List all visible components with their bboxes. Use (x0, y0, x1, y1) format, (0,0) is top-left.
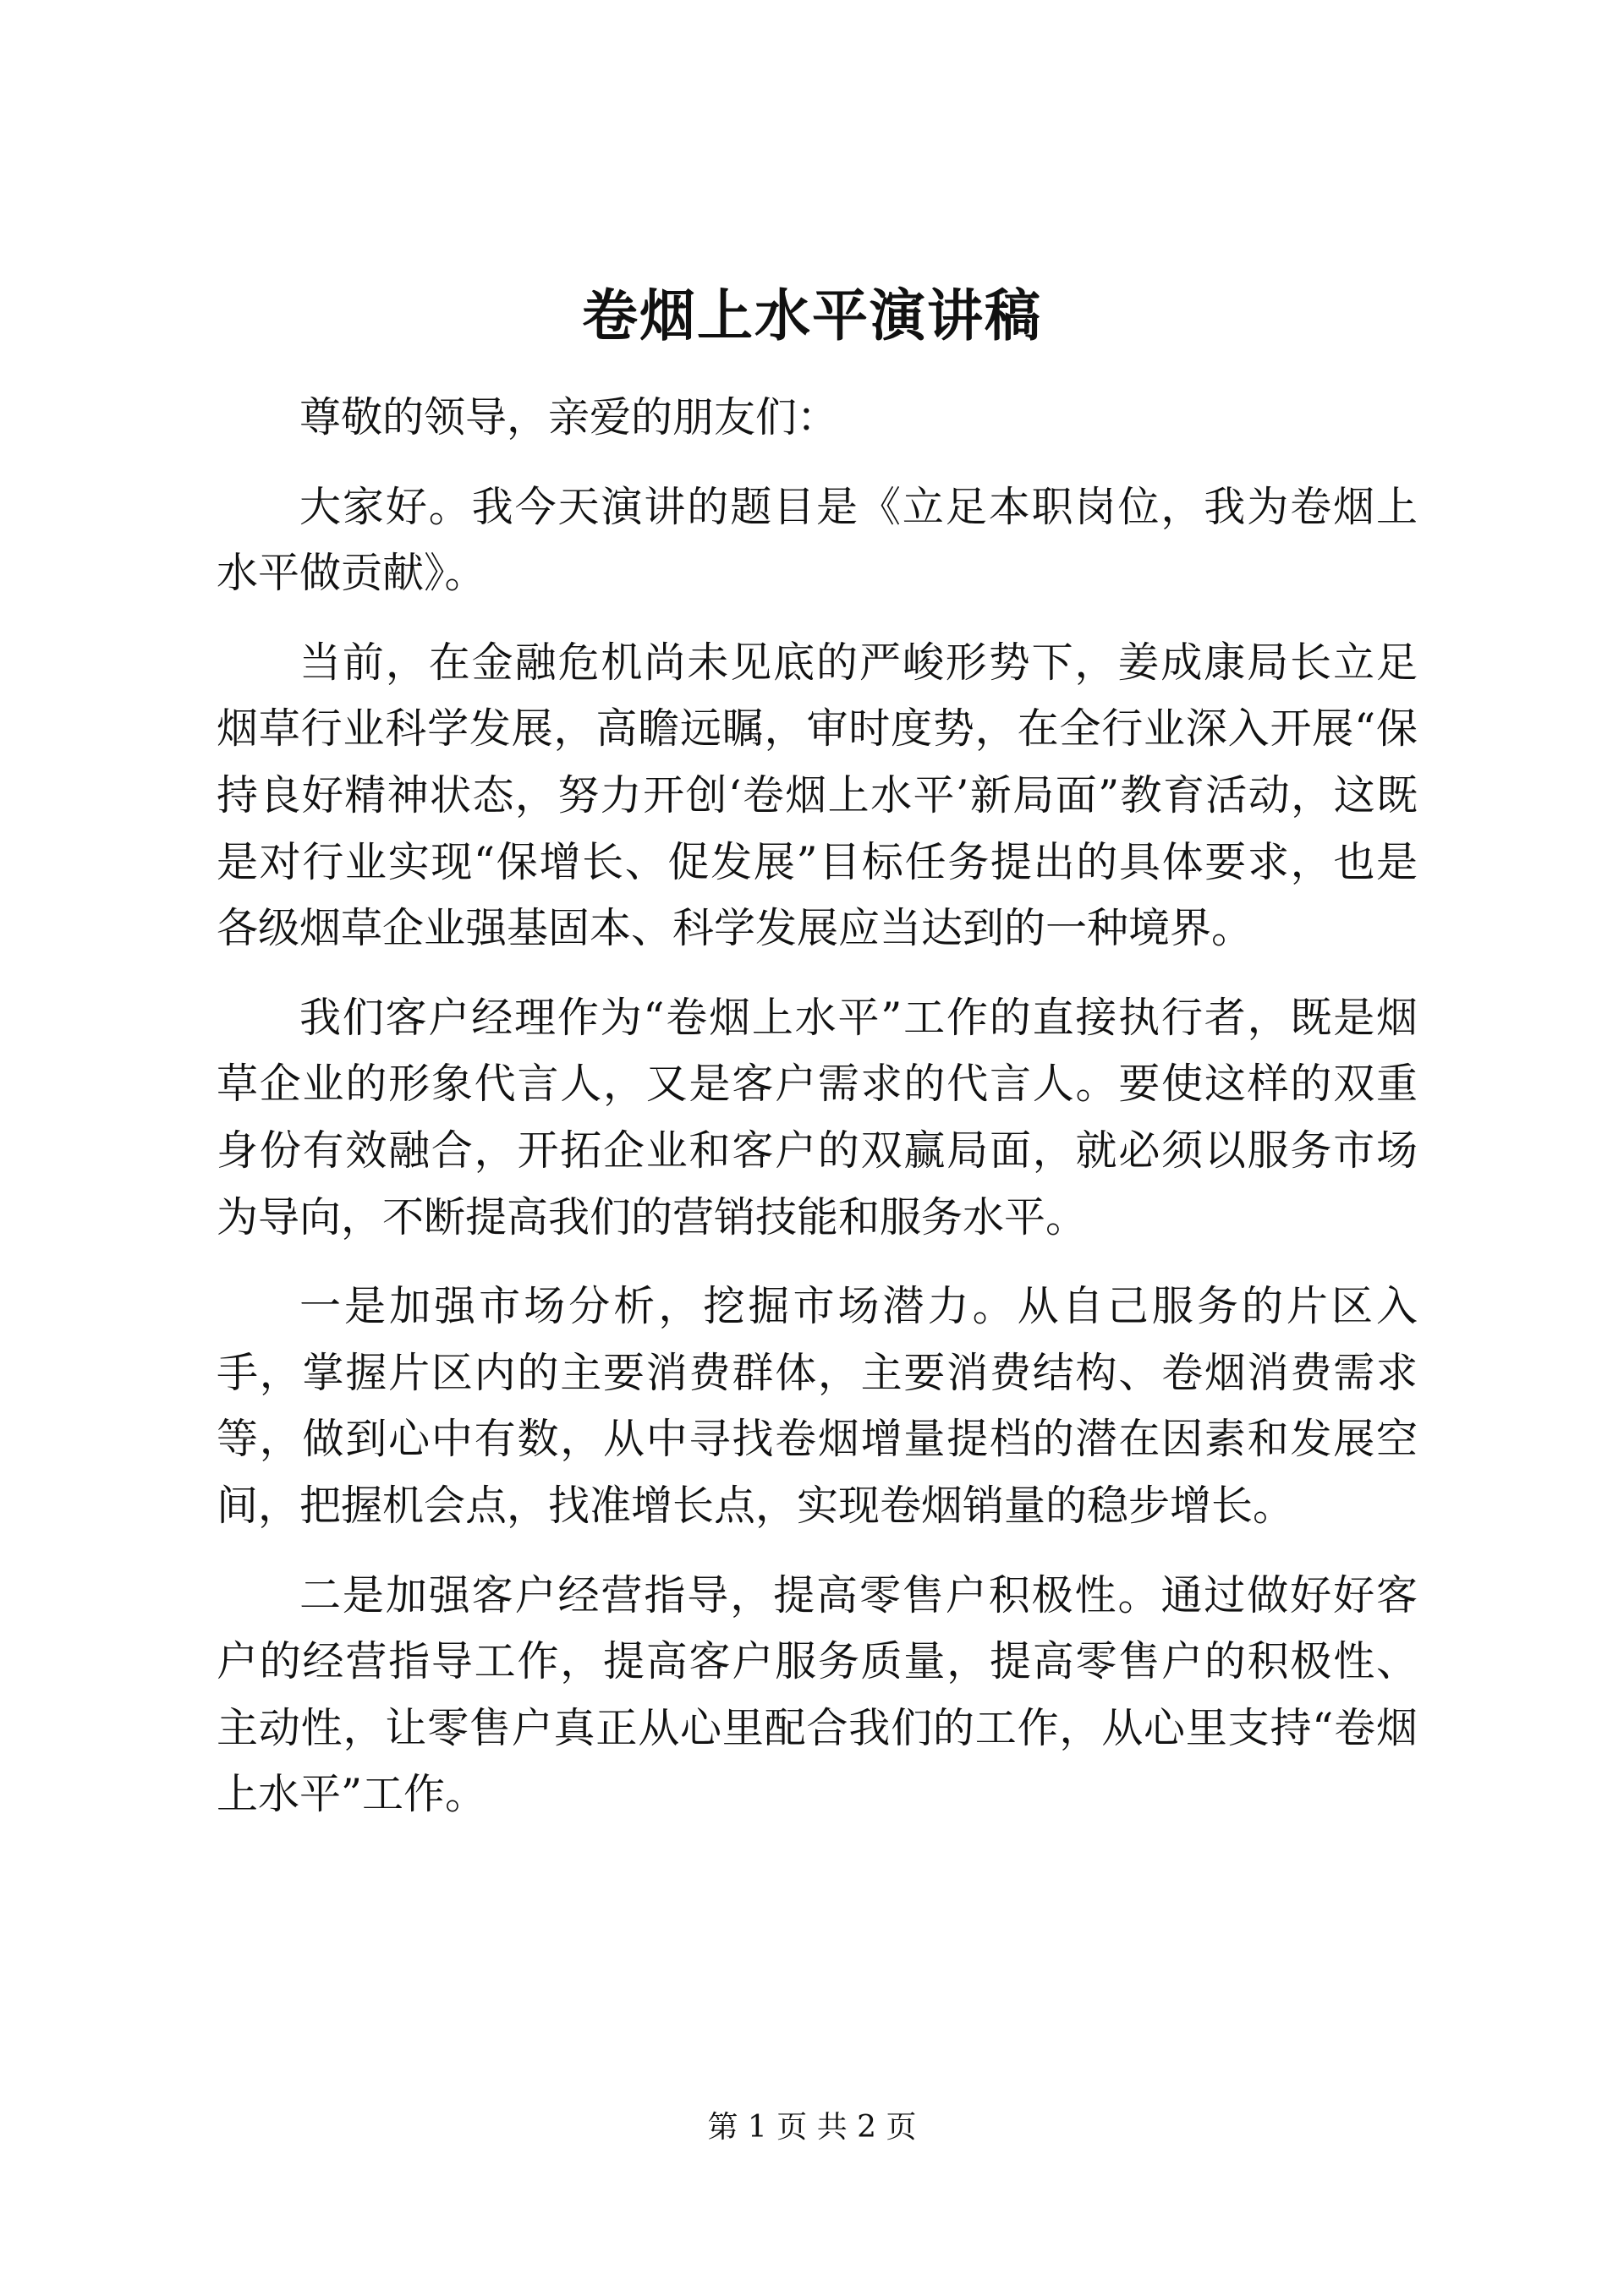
paragraph-point-one: 一是加强市场分析，挖掘市场潜力。从自己服务的片区入手，掌握片区内的主要消费群体，主要消费结构、卷烟消费需求等，做到心中有数，从中寻找卷烟增量提档的潜在因素和发展空间，把握机会点，找准增长点，实现卷烟销量的稳步增长。 (217, 1282, 1418, 1530)
paragraph-point-two: 二是加强客户经营指导，提高零售户积极性。通过做好好客户的经营指导工作，提高客户服务质量，提高零售户的积极性、主动性，让零售户真正从心里配合我们的工作，从心里支持“卷烟上水平”工作。 (217, 1570, 1418, 1819)
document-body (217, 385, 1418, 1851)
paragraph-background: 当前，在金融危机尚未见底的严峻形势下，姜成康局长立足烟草行业科学发展，高瞻远瞩，审时度势，在全行业深入开展“保持良好精神状态，努力开创‘卷烟上水平’新局面”教育活动，这既是对行业实现“保增长、促发展”目标任务提出的具体要求，也是各级烟草企业强基固本、科学发展应当达到的一种境界。 (217, 638, 1418, 953)
paragraph-salutation: 尊敬的领导，亲爱的朋友们： (299, 393, 839, 441)
paragraph-role: 我们客户经理作为“卷烟上水平”工作的直接执行者，既是烟草企业的形象代言人，又是客户需求的代言人。要使这样的双重身份有效融合，开拓企业和客户的双赢局面，就必须以服务市场为导向，不断提高我们的营销技能和服务水平。 (217, 993, 1418, 1241)
document-title: 卷烟上水平演讲稿 (582, 282, 1042, 348)
page-footer: 第 1 页 共 2 页 (707, 2110, 917, 2145)
paragraph-greeting: 大家好。我今天演讲的题目是《立足本职岗位，我为卷烟上水平做贡献》。 (217, 482, 1418, 598)
